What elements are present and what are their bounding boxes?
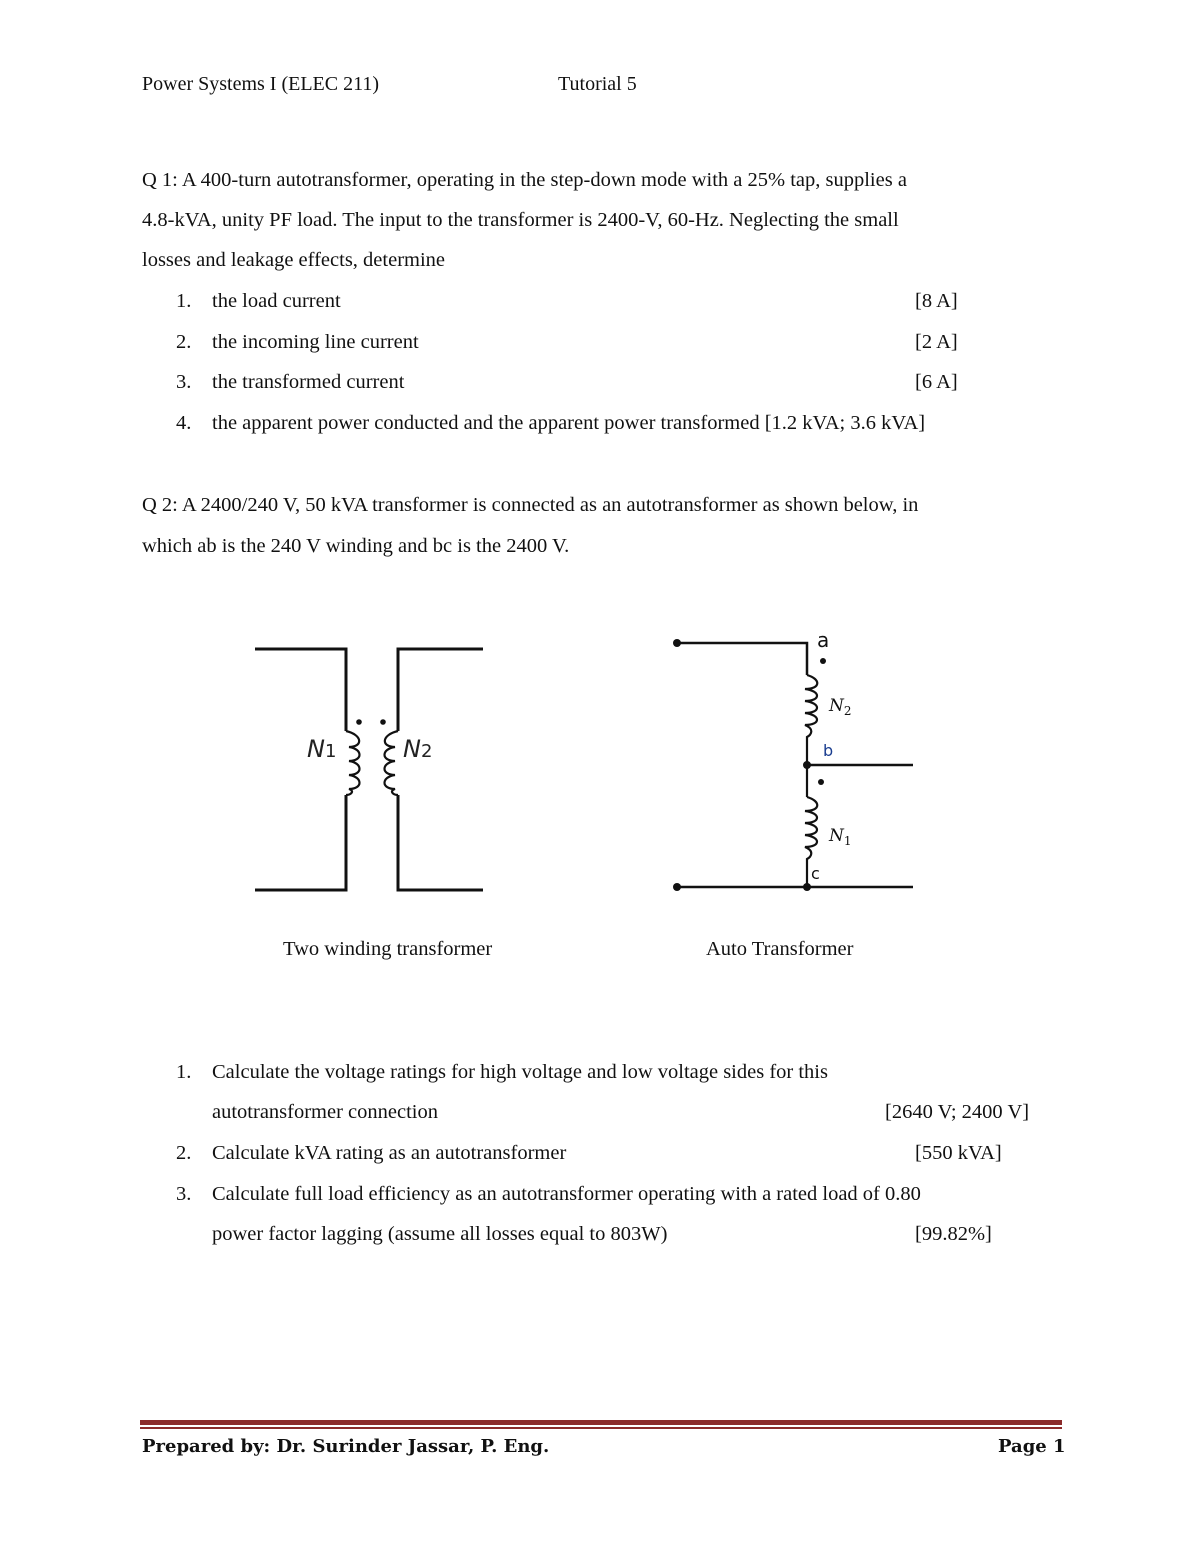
terminal-dot (673, 883, 681, 891)
q2-item-number: 1. (176, 1061, 192, 1083)
terminal-a-label: a (817, 628, 830, 652)
q2-line: which ab is the 240 V winding and bc is the 2400 V. (142, 535, 570, 557)
q2-item-text: Calculate the voltage ratings for high voltage and low voltage sides for this (212, 1061, 828, 1083)
junction-dot (803, 761, 811, 769)
q2-line: Q 2: A 2400/240 V, 50 kVA transformer is connected as an autotransformer as shown below, in (142, 494, 919, 516)
winding-ab-coil (805, 675, 817, 797)
terminal-c-label: c (811, 864, 820, 883)
q1-line: 4.8-kVA, unity PF load. The input to the transformer is 2400-V, 60-Hz. Neglecting the small (142, 209, 899, 231)
q2-item-answer: [2640 V; 2400 V] (885, 1101, 1030, 1123)
polarity-dot (380, 719, 386, 725)
footer-prepared-by: Prepared by: Dr. Surinder Jassar, P. Eng. (142, 1436, 550, 1457)
junction-dot (803, 883, 811, 891)
footer-page-number: Page 1 (998, 1436, 1066, 1457)
q2-item-number: 3. (176, 1183, 192, 1205)
q1-item-text: the transformed current (212, 371, 405, 393)
terminal-dot (673, 639, 681, 647)
n1-label: $N_1$ (829, 826, 852, 848)
q1-item-answer: [6 A] (915, 371, 958, 393)
q2-item-text: Calculate full load efficiency as an autotransformer operating with a rated load of 0.80 (212, 1183, 921, 1205)
polarity-dot (820, 658, 826, 664)
q2-item-answer: [550 kVA] (915, 1142, 1002, 1164)
q1-line: Q 1: A 400-turn autotransformer, operating in the step-down mode with a 25% tap, supplies a (142, 169, 907, 191)
primary-wire (255, 795, 346, 890)
secondary-wire (398, 795, 483, 890)
footer-rule-thin (140, 1427, 1062, 1429)
caption-two-winding: Two winding transformer (283, 938, 493, 960)
auto-transformer-diagram (665, 625, 925, 895)
q1-item-text: the apparent power conducted and the apparent power transformed [1.2 kVA; 3.6 kVA] (212, 412, 926, 434)
terminal-b-label: b (823, 741, 834, 760)
q2-item-text: Calculate kVA rating as an autotransformer (212, 1142, 567, 1164)
q2-item-answer: [99.82%] (915, 1223, 992, 1245)
q2-item-text: power factor lagging (assume all losses equal to 803W) (212, 1223, 668, 1245)
input-wire-top (677, 643, 807, 675)
q1-item-text: the incoming line current (212, 331, 419, 353)
footer-rule (140, 1420, 1062, 1429)
n1-label: N1 (307, 735, 337, 763)
q1-line: losses and leakage effects, determine (142, 249, 446, 271)
q1-item-number: 1. (176, 290, 192, 312)
q1-item-number: 2. (176, 331, 192, 353)
q2-item-text: autotransformer connection (212, 1101, 438, 1123)
n2-label: $N_2$ (829, 696, 852, 718)
polarity-dot (818, 779, 824, 785)
primary-coil (346, 731, 360, 795)
q1-item-number: 4. (176, 412, 192, 434)
q1-item-answer: [8 A] (915, 290, 958, 312)
q1-item-number: 3. (176, 371, 192, 393)
q1-item-answer: [2 A] (915, 331, 958, 353)
q2-item-number: 2. (176, 1142, 192, 1164)
n2-label: N2 (403, 735, 433, 763)
primary-wire (255, 649, 346, 731)
header-course: Power Systems I (ELEC 211) (142, 73, 380, 95)
secondary-wire (398, 649, 483, 731)
header-tutorial: Tutorial 5 (558, 73, 637, 95)
q1-item-text: the load current (212, 290, 341, 312)
two-winding-transformer-diagram (245, 635, 505, 905)
secondary-coil (385, 731, 399, 795)
polarity-dot (356, 719, 362, 725)
caption-auto-transformer: Auto Transformer (706, 938, 854, 960)
